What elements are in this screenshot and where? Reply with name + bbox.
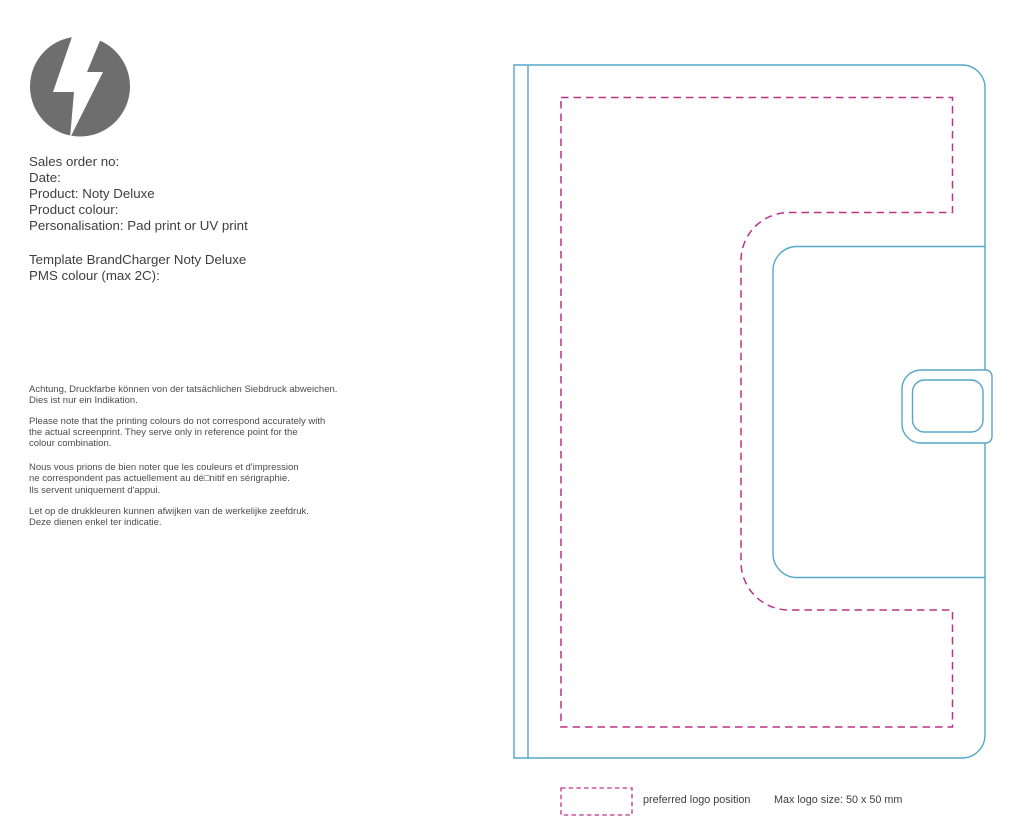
disclaimer-line: Nous vous prions de bien noter que les couleurs et d'impression	[29, 462, 299, 473]
brandcharger-logo	[30, 31, 130, 138]
disclaimer-line: Achtung, Druckfarbe können von der tatsächlichen Siebdruck abweichen.	[29, 384, 338, 395]
order-line: Product colour:	[29, 202, 119, 218]
order-line: Date:	[29, 169, 61, 185]
notebook-drawing	[514, 65, 992, 758]
disclaimer-line: Deze dienen enkel ter indicatie.	[29, 516, 162, 528]
order-line: Product: Noty Deluxe	[29, 185, 155, 201]
order-line: Personalisation: Pad print or UV print	[29, 218, 248, 234]
disclaimer-english	[29, 416, 325, 450]
legend-max-logo-size-label: Max logo size: 50 x 50 mm	[774, 793, 903, 806]
legend-preferred-logo-position-label: preferred logo position	[643, 793, 751, 806]
disclaimer-line: colour combination.	[29, 438, 112, 450]
disclaimer-line: Please note that the printing colours do not correspond accurately with	[29, 415, 326, 427]
order-line: Sales order no:	[29, 153, 120, 169]
disclaimer-french	[29, 462, 299, 496]
template-line: Template BrandCharger Noty Deluxe	[29, 251, 247, 267]
disclaimer-line: Let op de drukkleuren kunnen afwijken van de werkelijke zeefdruk.	[29, 505, 309, 517]
disclaimer-line: the actual screenprint. They serve only in reference point for the	[29, 426, 298, 438]
template-info	[29, 252, 246, 284]
disclaimer-line: Dies ist nur ein Indikation.	[29, 395, 138, 407]
disclaimer-line: Ils servent uniquement d'appui.	[29, 484, 161, 496]
disclaimer-dutch	[29, 506, 309, 529]
disclaimer-line: ne correspondent pas actuellement au dé□nitif en sérigraphie.	[29, 473, 290, 485]
disclaimer-german	[29, 384, 337, 407]
legend-logo-position-swatch	[561, 788, 632, 815]
order-info	[29, 154, 248, 235]
template-line: PMS colour (max 2C):	[29, 267, 160, 283]
